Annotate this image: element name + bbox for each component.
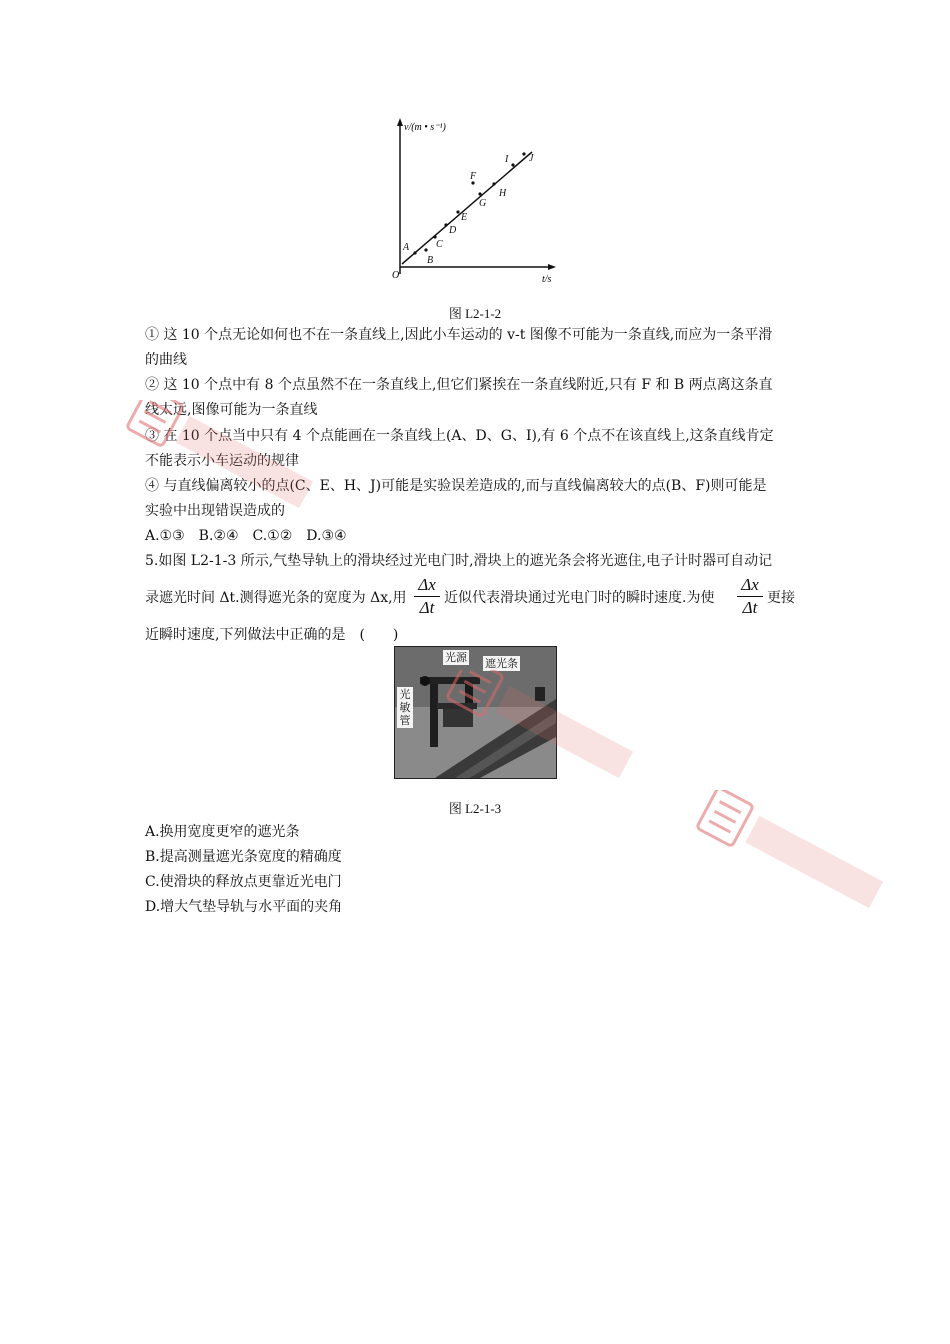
label-photo-tube <box>397 687 413 728</box>
point-a-label: A <box>403 242 410 253</box>
watermark-logo-1 <box>100 400 340 530</box>
label-photo-tube-2: 敏 <box>399 701 411 714</box>
label-shade-strip: 遮光条 <box>485 657 518 670</box>
point-f-label: F <box>470 171 477 182</box>
point-b-label: B <box>427 255 434 266</box>
q5-line-2b: 近似代表滑块通过光电门时的瞬时速度.为使 <box>444 590 715 606</box>
option-1-line-2: 的曲线 <box>145 352 187 368</box>
point-j-label: J <box>529 153 534 164</box>
origin-label: O <box>392 270 400 281</box>
point-g-label: G <box>479 198 487 209</box>
point-h <box>492 182 495 185</box>
q5-line-1: 5.如图 L2-1-3 所示,气垫导轨上的滑块经过光电门时,滑块上的遮光条会将光遮住,电子计时器可自动记 <box>145 553 773 569</box>
option-4-line-2: 实验中出现错误造成的 <box>145 503 285 519</box>
x-axis-arrow <box>548 264 556 270</box>
option-1-line-1: ① 这 10 个点无论如何也不在一条直线上,因此小车运动的 v-t 图像不可能为一条直线,而应为一条平滑 <box>145 327 773 343</box>
point-g <box>478 192 481 195</box>
label-light-source: 光源 <box>445 651 467 664</box>
answer-d: D.增大气垫导轨与水平面的夹角 <box>145 899 343 915</box>
answer-b: B.提高测量遮光条宽度的精确度 <box>145 849 342 865</box>
answer-a: A.换用宽度更窄的遮光条 <box>145 824 300 840</box>
point-d <box>444 223 447 226</box>
option-3-line-1: ③ 在 10 个点当中只有 4 个点能画在一条直线上(A、D、G、I),有 6 个点不在该直线上,这条直线肯定 <box>145 428 774 444</box>
q4-choices: A.①③ B.②④ C.①② D.③④ <box>145 528 347 544</box>
option-3-line-2: 不能表示小车运动的规律 <box>145 453 299 469</box>
label-photo-tube-3: 管 <box>399 714 411 727</box>
fraction-denominator: Δt <box>419 598 435 617</box>
label-photo-tube-1: 光 <box>399 688 411 701</box>
q5-line-2a: 录遮光时间 Δt.测得遮光条的宽度为 Δx,用 <box>145 590 407 606</box>
point-e-label: E <box>461 212 468 223</box>
fit-line <box>402 152 532 264</box>
y-axis-label: v/(m • s⁻¹) <box>404 122 446 133</box>
point-b <box>424 248 427 251</box>
fraction-dx-dt-2 <box>735 575 765 618</box>
watermark-logo-3 <box>670 790 910 940</box>
point-j <box>522 152 525 155</box>
vt-graph <box>382 114 572 286</box>
option-2-line-2: 线太远,图像可能为一条直线 <box>145 402 318 418</box>
point-e <box>456 210 459 213</box>
fraction-bar <box>737 596 763 597</box>
fraction-bar <box>414 596 440 597</box>
point-h-label: H <box>499 188 507 199</box>
point-i-label: I <box>505 154 509 165</box>
option-4-line-1: ④ 与直线偏离较小的点(C、E、H、J)可能是实验误差造成的,而与直线偏离较大的点(B、F)则可能是 <box>145 478 767 494</box>
point-i <box>511 163 514 166</box>
q5-line-3: 近瞬时速度,下列做法中正确的是 ( ) <box>145 627 399 643</box>
figure-caption-1: 图 L2-1-2 <box>448 306 502 321</box>
x-axis-label: t/s <box>542 274 552 285</box>
fraction-numerator: Δx <box>741 575 759 594</box>
answer-c: C.使滑块的释放点更靠近光电门 <box>145 874 342 890</box>
figure-caption-2: 图 L2-1-3 <box>448 801 502 816</box>
fraction-numerator: Δx <box>418 575 436 594</box>
option-2-line-1: ② 这 10 个点中有 8 个点虽然不在一条直线上,但它们紧挨在一条直线附近,只有 F 和 B 两点离这条直 <box>145 377 773 393</box>
y-axis-arrow <box>397 118 403 126</box>
fraction-denominator: Δt <box>742 598 758 617</box>
q5-line-2c: 更接 <box>767 590 795 606</box>
watermark-logo-2 <box>420 670 660 800</box>
point-a <box>413 251 416 254</box>
point-c-label: C <box>436 239 443 250</box>
fraction-dx-dt-1 <box>412 575 442 618</box>
point-d-label: D <box>449 225 457 236</box>
